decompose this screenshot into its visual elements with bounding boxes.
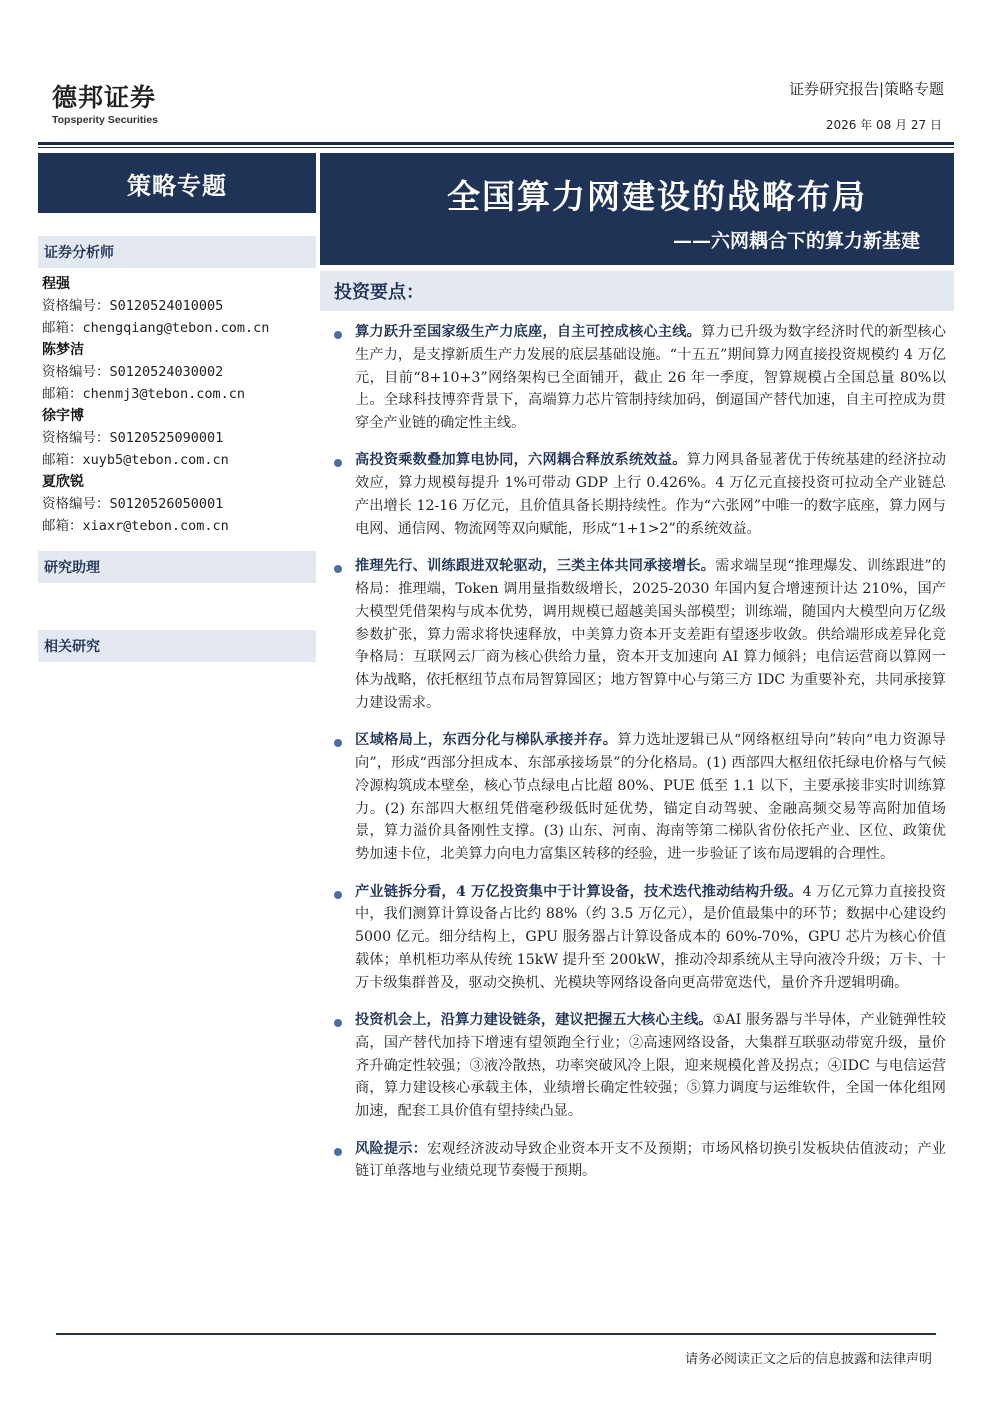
analyst-card [42, 471, 316, 537]
analyst-cert [42, 361, 316, 383]
key-point [334, 729, 946, 866]
cert-label: 资格编号： [42, 298, 110, 314]
analyst-email [42, 449, 316, 471]
cert-number: S0120526050001 [109, 496, 224, 512]
bullet-icon [334, 739, 342, 747]
bullet-icon [334, 1148, 342, 1156]
analyst-cert [42, 427, 316, 449]
key-point [334, 881, 946, 995]
risk-warning-lead: 风险提示： [355, 1140, 428, 1157]
company-logo [52, 84, 158, 126]
email-address[interactable]: xuyb5@tebon.com.cn [82, 452, 229, 468]
report-title: 全国算力网建设的战略布局 [447, 177, 867, 216]
analyst-cert [42, 295, 316, 317]
key-point-body: 4 万亿元算力直接投资中，我们测算计算设备占比约 88%（约 3.5 万亿元），是价值最集中的环节；数据中心建设约 5000 亿元。细分结构上，GPU 服务器占计算设备成本的 60%-70%，GPU 芯片为核心价值载体；单机柜功率从传统 15kW 提升至 200kW，推动冷却系统从主导向液冷升级；万卡、十万卡级集群普及，驱动交换机、光模块等网络设备向更高带宽迭代，量价齐升逻辑明确。 [355, 883, 946, 991]
analyst-email [42, 317, 316, 339]
analyst-card [42, 405, 316, 471]
cert-number: S0120525090001 [109, 430, 224, 446]
cert-label: 资格编号： [42, 496, 110, 512]
analyst-name: 徐宇博 [42, 408, 84, 424]
key-point [334, 321, 946, 435]
header-divider-thin [38, 147, 954, 148]
key-points-list [334, 321, 946, 1198]
analysts-section [38, 236, 316, 537]
key-point-body: 算力选址逻辑已从“网络枢纽导向”转向“电力资源导向”，形成“西部分担成本、东部承接场景”的分化格局。(1) 西部四大枢纽依托绿电价格与气候冷源构筑成本壁垒，核心节点绿电占比超 80%、PUE 低至 1.1 以下，主要承接非实时训练算力。(2) 东部四大枢纽凭借毫秒级低时延优势，锚定自动驾驶、金融高频交易等高附加值场景，算力溢价具备刚性支撑。(3) 山东、河南、海南等第二梯队省份依托产业、区位、政策优势加速卡位，北美算力向电力富集区转移的经验，进一步验证了该布局逻辑的合理性。 [355, 732, 946, 863]
key-point-body: 算力网具备显著优于传统基建的经济拉动效应，算力规模每提升 1%可带动 GDP 上行 0.426%。4 万亿元直接投资可拉动全产业链总产出增长 12-16 万亿元，且价值具备长期持续性。作为“六张网”中唯一的数字底座，算力网与电网、通信网、物流网等双向赋能，形成“1+1>2”的系统效益。 [355, 452, 946, 537]
bullet-icon [334, 891, 342, 899]
email-label: 邮箱： [42, 518, 83, 534]
cert-label: 资格编号： [42, 430, 110, 446]
bullet-icon [334, 565, 342, 573]
risk-warning [334, 1138, 946, 1184]
analyst-name: 夏欣锐 [42, 474, 84, 490]
assistant-heading: 研究助理 [38, 551, 316, 583]
assistant-section [38, 551, 316, 583]
logo-chinese-text: 德邦证券 [52, 83, 157, 112]
key-point-body: 需求端呈现“推理爆发、训练跟进”的格局：推理端，Token 调用量指数级增长，2025-2030 年国内复合增速预计达 210%，国产大模型凭借架构与成本优势，调用规模已超越美国头部模型；训练端，随国内大模型向万亿级参数扩张，算力需求将快速释放，中美算力资本开支差距有望逐步收敛。供给端形成差异化竞争格局：互联网云厂商为核心供给力量，资本开支加速向 AI 算力倾斜；电信运营商以算网一体为战略，依托枢纽节点布局智算园区；地方智算中心与第三方 IDC 为重要补充，共同承接算力建设需求。 [355, 558, 946, 711]
key-point-lead: 区域格局上，东西分化与梯队承接并存。 [355, 732, 618, 749]
analyst-email [42, 383, 316, 405]
bullet-icon [334, 1019, 342, 1027]
email-address[interactable]: chengqiang@tebon.com.cn [82, 320, 270, 336]
header-divider-thick [38, 142, 954, 145]
report-subtitle: ——六网耦合下的算力新基建 [672, 230, 920, 252]
key-point-lead: 高投资乘数叠加算电协同，六网耦合释放系统效益。 [355, 452, 687, 469]
bullet-icon [334, 331, 342, 339]
email-label: 邮箱： [42, 320, 83, 336]
analyst-email [42, 515, 316, 537]
analyst-card [42, 339, 316, 405]
key-point-body: ①AI 服务器与半导体，产业链弹性较高，国产替代加持下增速有望领跑全行业；②高速网络设备，大集群互联驱动带宽升级，量价齐升确定性较强；③液冷散热，功率突破风冷上限，迎来规模化普及拐点；④IDC 与电信运营商，算力建设核心承载主体，业绩增长确定性较强；⑤算力调度与运维软件，全国一体化组网加速，配套工具价值有望持续凸显。 [355, 1012, 946, 1120]
bullet-icon [334, 459, 342, 467]
title-banner [320, 153, 954, 265]
analysts-heading: 证券分析师 [38, 236, 316, 268]
report-date: 2026 年 08 月 27 日 [825, 118, 942, 132]
analyst-name: 程强 [42, 276, 70, 292]
column-title: 策略专题 [38, 153, 316, 213]
key-point [334, 449, 946, 540]
cert-label: 资格编号： [42, 364, 110, 380]
key-point-lead: 产业链拆分看，4 万亿投资集中于计算设备，技术迭代推动结构升级。 [355, 883, 803, 900]
key-points-heading: 投资要点： [320, 271, 954, 311]
logo-english-text: Topsperity Securities [52, 114, 159, 126]
report-type-label: 证券研究报告|策略专题 [788, 80, 944, 98]
key-point [334, 555, 946, 715]
footer-divider [56, 1333, 936, 1335]
cert-number: S0120524030002 [109, 364, 224, 380]
analyst-name: 陈梦洁 [42, 342, 84, 358]
related-research-section [38, 630, 316, 662]
email-label: 邮箱： [42, 386, 83, 402]
related-research-heading: 相关研究 [38, 630, 316, 662]
email-label: 邮箱： [42, 452, 83, 468]
key-point-lead: 推理先行、训练跟进双轮驱动，三类主体共同承接增长。 [355, 558, 716, 575]
analyst-card [42, 273, 316, 339]
risk-warning-body: 宏观经济波动导致企业资本开支不及预期；市场风格切换引发板块估值波动；产业链订单落地与业绩兑现节奏慢于预期。 [355, 1140, 946, 1180]
email-address[interactable]: chenmj3@tebon.com.cn [82, 386, 246, 402]
cert-number: S0120524010005 [109, 298, 224, 314]
key-point-body: 算力已升级为数字经济时代的新型核心生产力，是支撑新质生产力发展的底层基础设施。“十五五”期间算力网直接投资规模约 4 万亿元，目前“8+10+3”网络架构已全面铺开，截止 26 年一季度，智算规模占全国总量 80%以上。全球科技博弈背景下，高端算力芯片管制持续加码，倒逼国产替代加速，自主可控成为贯穿全产业链的确定性主线。 [355, 324, 946, 432]
key-point-lead: 投资机会上，沿算力建设链条，建议把握五大核心主线。 [355, 1012, 713, 1029]
footer-disclaimer: 请务必阅读正文之后的信息披露和法律声明 [684, 1352, 932, 1367]
key-point-lead: 算力跃升至国家级生产力底座，自主可控成核心主线。 [355, 324, 702, 340]
analyst-cert [42, 493, 316, 515]
email-address[interactable]: xiaxr@tebon.com.cn [82, 518, 229, 534]
analysts-list [38, 268, 316, 537]
key-point [334, 1009, 946, 1123]
